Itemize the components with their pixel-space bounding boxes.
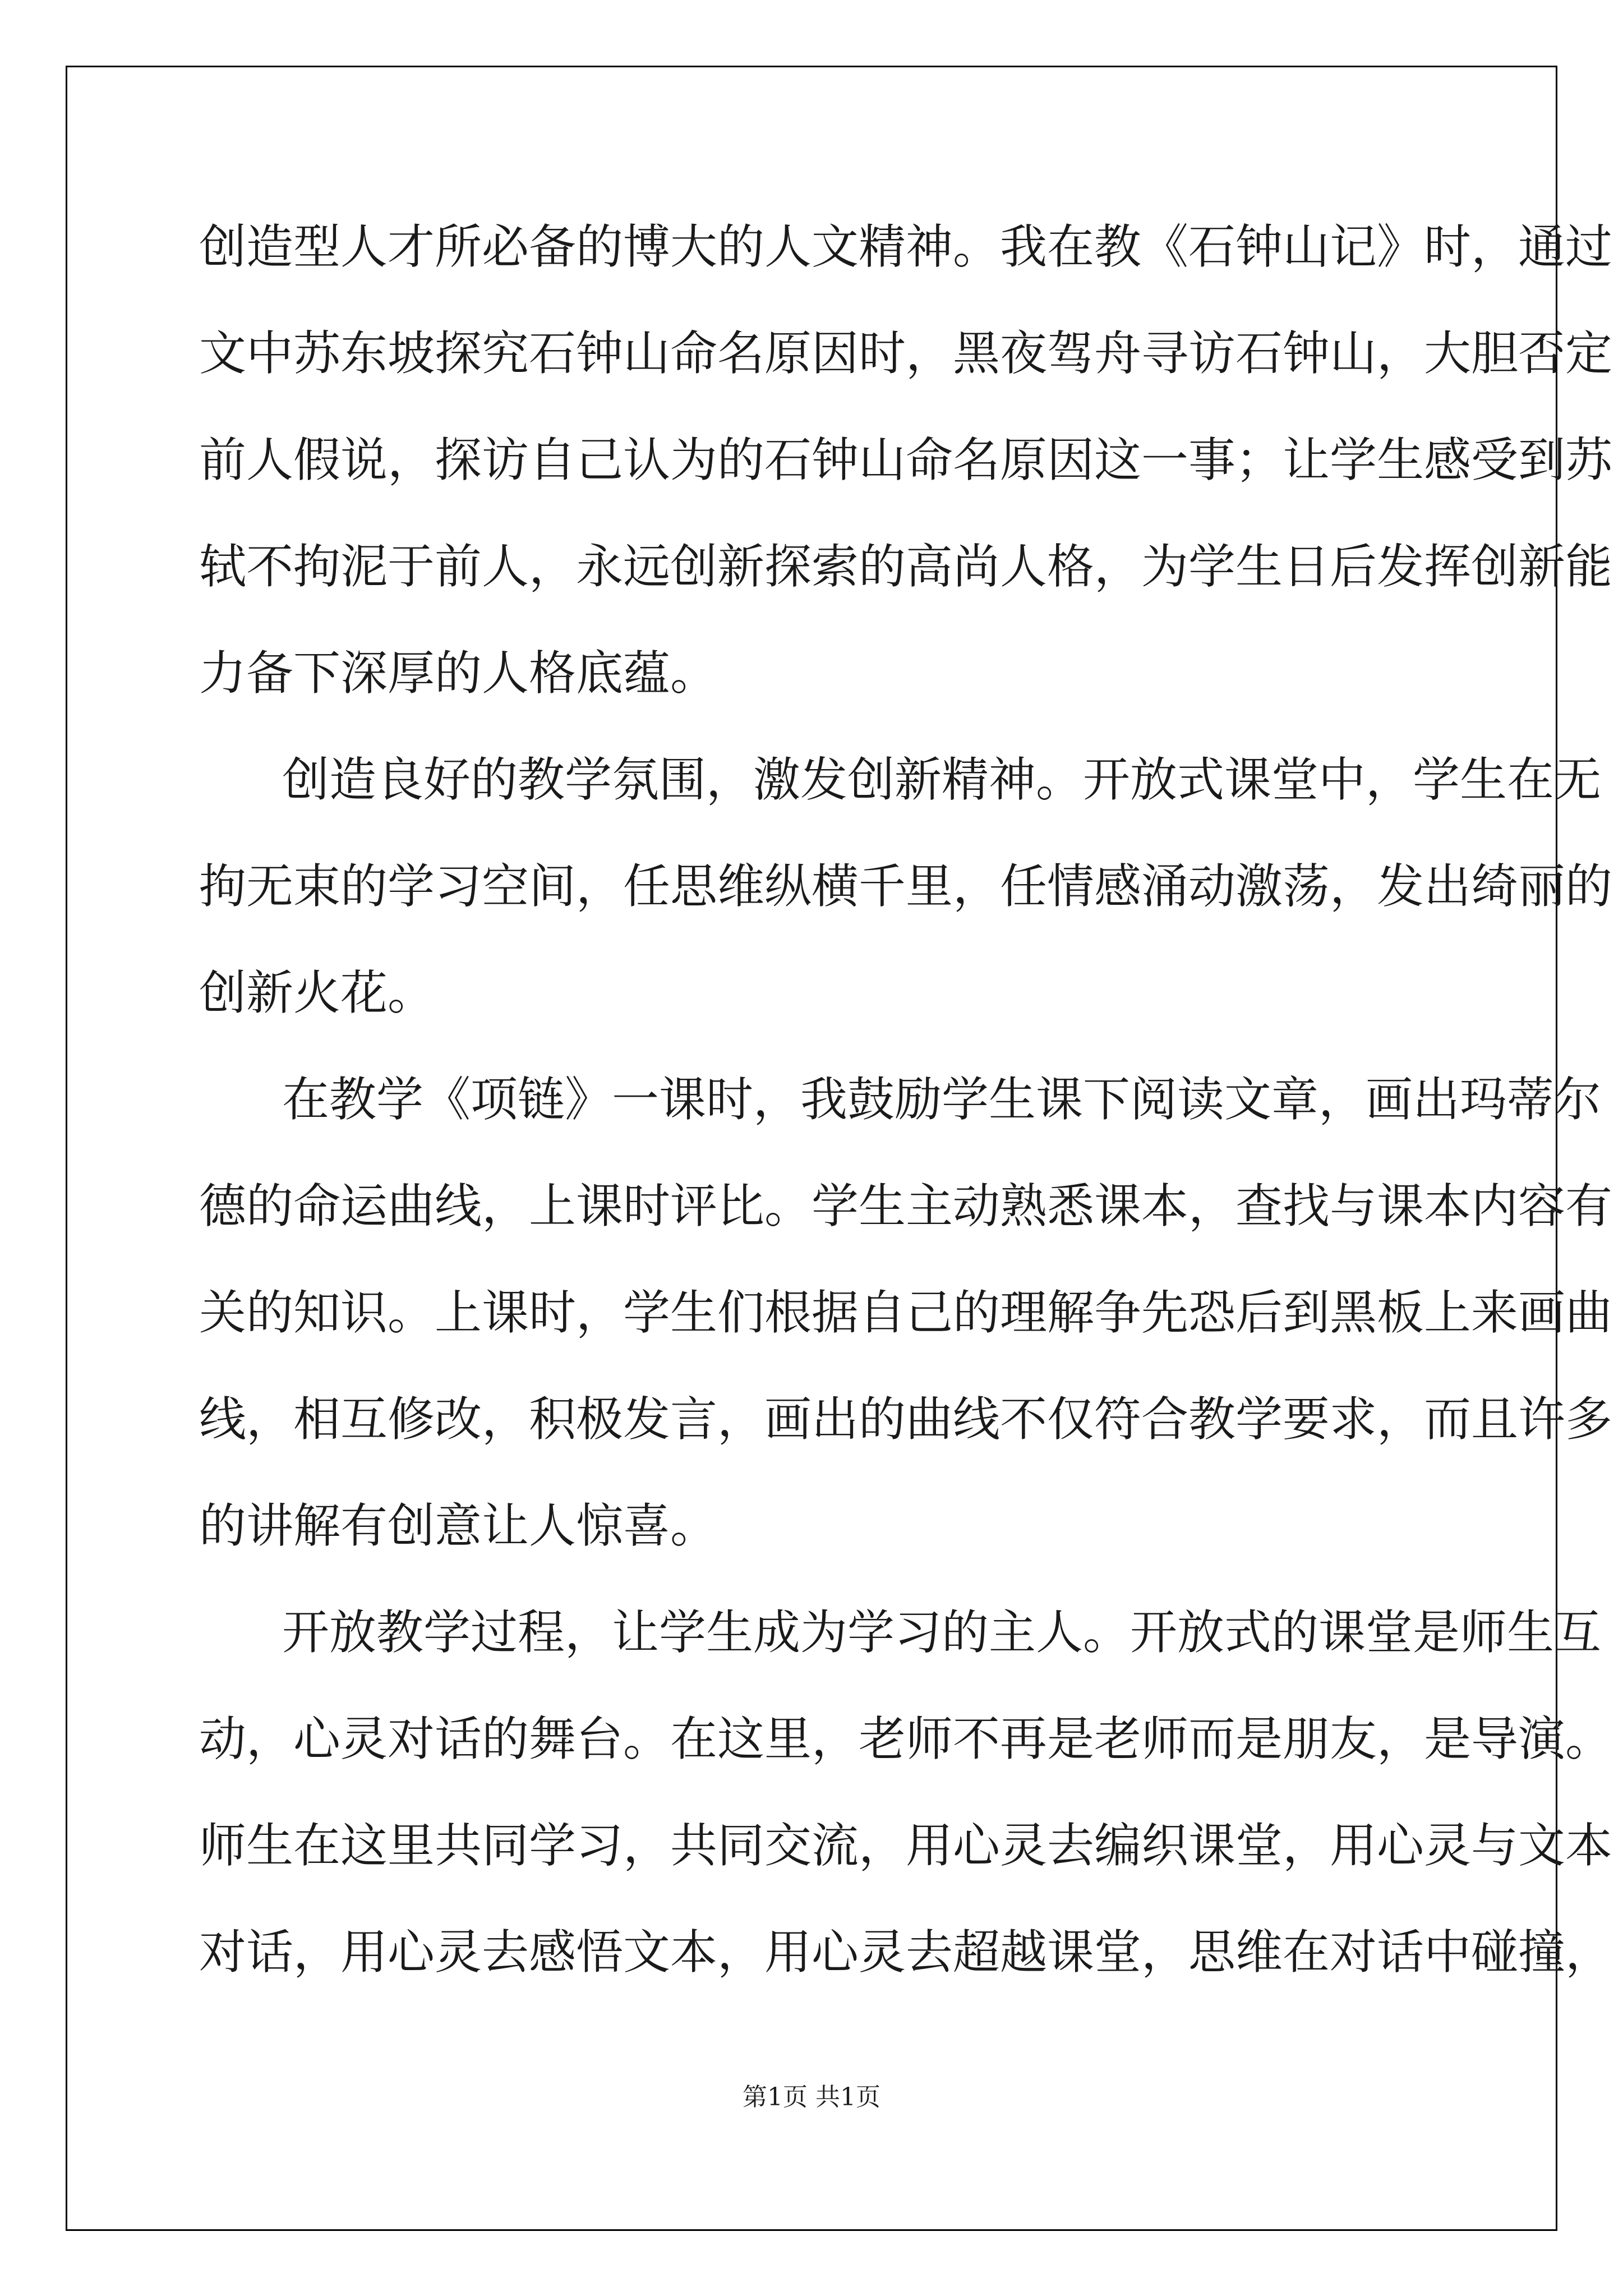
text-line: 力备下深厚的人格底蕴。 xyxy=(199,646,718,701)
paragraph-start-line: 创造良好的教学氛围，激发创新精神。开放式课堂中，学生在无 xyxy=(282,752,1602,807)
text-line: 动，心灵对话的舞台。在这里，老师不再是老师而是朋友，是导演。 xyxy=(199,1711,1613,1766)
text-line: 德的命运曲线，上课时评比。学生主动熟悉课本，查找与课本内容有 xyxy=(199,1179,1613,1234)
paragraph-start-line: 开放教学过程，让学生成为学习的主人。开放式的课堂是师生互 xyxy=(282,1605,1602,1660)
page-number-footer: 第1页 共1页 xyxy=(743,2083,880,2111)
text-line: 师生在这里共同学习，共同交流，用心灵去编织课堂，用心灵与文本 xyxy=(199,1818,1613,1873)
text-line: 的讲解有创意让人惊喜。 xyxy=(199,1498,718,1553)
text-line: 关的知识。上课时，学生们根据自己的理解争先恐后到黑板上来画曲 xyxy=(199,1285,1613,1340)
text-line: 前人假说，探访自己认为的石钟山命名原因这一事；让学生感受到苏 xyxy=(199,432,1613,487)
text-line: 轼不拘泥于前人，永远创新探索的高尚人格，为学生日后发挥创新能 xyxy=(199,539,1613,594)
text-line: 线，相互修改，积极发言，画出的曲线不仅符合教学要求，而且许多 xyxy=(199,1392,1613,1447)
text-line: 对话，用心灵去感悟文本，用心灵去超越课堂，思维在对话中碰撞， xyxy=(199,1925,1613,1980)
text-line: 拘无束的学习空间，任思维纵横千里，任情感涌动激荡，发出绮丽的 xyxy=(199,859,1613,914)
text-line: 文中苏东坡探究石钟山命名原因时，黑夜驾舟寻访石钟山，大胆否定 xyxy=(199,326,1613,381)
text-line: 创新火花。 xyxy=(199,965,435,1020)
text-line: 创造型人才所必备的博大的人文精神。我在教《石钟山记》时，通过 xyxy=(199,219,1613,274)
paragraph-start-line: 在教学《项链》一课时，我鼓励学生课下阅读文章，画出玛蒂尔 xyxy=(282,1072,1602,1127)
document-body xyxy=(199,194,1613,2005)
